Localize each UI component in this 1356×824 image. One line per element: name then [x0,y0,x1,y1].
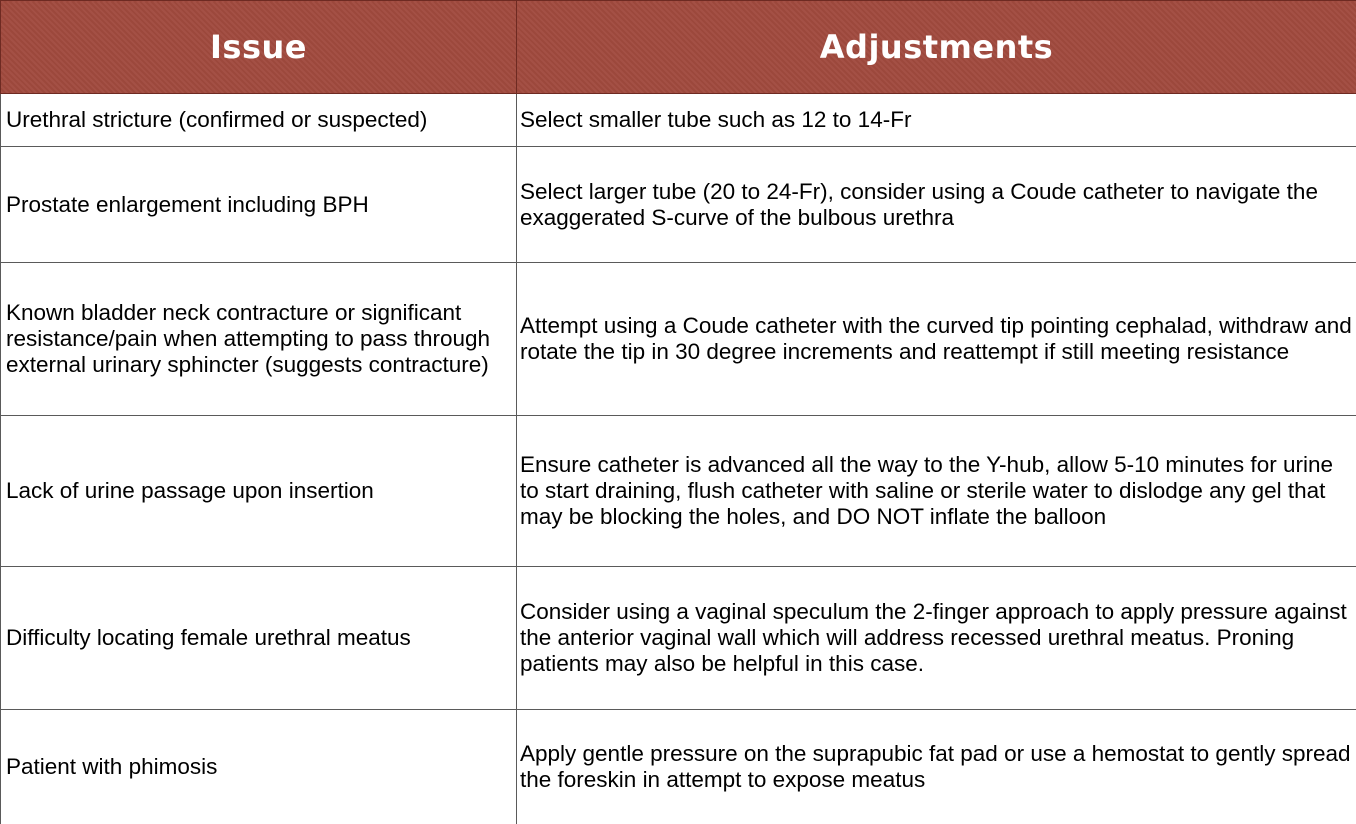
issue-cell: Lack of urine passage upon insertion [1,416,517,567]
adjustment-cell: Ensure catheter is advanced all the way to the Y-hub, allow 5-10 minutes for urine to start draining, flush catheter with saline or sterile water to dislodge any gel that may be blocking the holes, and DO NOT inflate the balloon [517,416,1356,567]
adjustment-cell: Select smaller tube such as 12 to 14-Fr [517,94,1356,147]
issue-cell: Difficulty locating female urethral meatus [1,567,517,710]
issue-cell: Prostate enlargement including BPH [1,147,517,263]
table-row [1,416,1356,567]
table-row [1,567,1356,710]
table-row [1,147,1356,263]
header-row [1,1,1356,94]
header-adjustments: Adjustments [517,1,1356,94]
table-row [1,94,1356,147]
issue-cell: Urethral stricture (confirmed or suspected) [1,94,517,147]
adjustment-cell: Attempt using a Coude catheter with the curved tip pointing cephalad, withdraw and rotate the tip in 30 degree increments and reattempt if still meeting resistance [517,263,1356,416]
adjustment-cell: Select larger tube (20 to 24-Fr), consider using a Coude catheter to navigate the exaggerated S-curve of the bulbous urethra [517,147,1356,263]
issue-cell: Known bladder neck contracture or significant resistance/pain when attempting to pass through external urinary sphincter (suggests contracture) [1,263,517,416]
adjustment-cell: Consider using a vaginal speculum the 2-finger approach to apply pressure against the anterior vaginal wall which will address recessed urethral meatus. Proning patients may also be helpful in this case. [517,567,1356,710]
table-row [1,263,1356,416]
adjustment-cell: Apply gentle pressure on the suprapubic fat pad or use a hemostat to gently spread the foreskin in attempt to expose meatus [517,710,1356,824]
table-row [1,710,1356,824]
issue-cell: Patient with phimosis [1,710,517,824]
header-issue: Issue [1,1,517,94]
